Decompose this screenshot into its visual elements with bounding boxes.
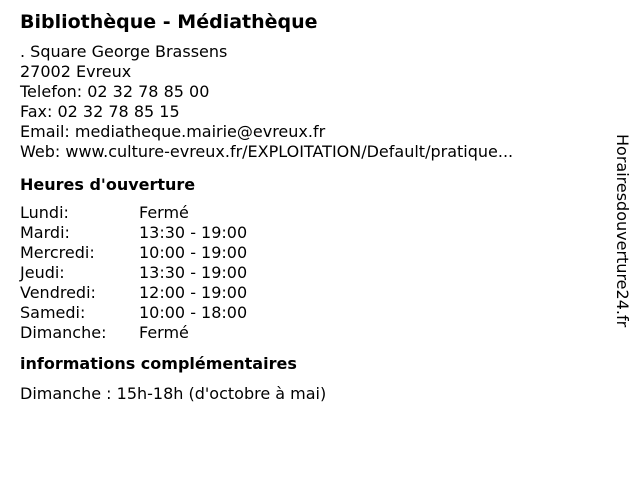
hours-row-sunday xyxy=(20,323,600,343)
hours-row-monday xyxy=(20,203,600,223)
hours-row-wednesday xyxy=(20,243,600,263)
hours-day: Mardi: xyxy=(20,223,70,242)
hours-day: Samedi: xyxy=(20,303,86,322)
hours-row-saturday xyxy=(20,303,600,323)
hours-day: Jeudi: xyxy=(20,263,65,282)
contact-block xyxy=(20,42,600,162)
address-city: 27002 Evreux xyxy=(20,62,132,81)
info-heading: informations complémentaires xyxy=(20,354,297,373)
hours-time: Fermé xyxy=(139,203,189,222)
fax-line: Fax: 02 32 78 85 15 xyxy=(20,102,180,121)
web-line: Web: www.culture-evreux.fr/EXPLOITATION/Default/pratique... xyxy=(20,142,514,161)
hours-table xyxy=(20,203,600,343)
site-watermark: Horairesdouverture24.fr xyxy=(613,134,632,328)
hours-day: Lundi: xyxy=(20,203,69,222)
hours-heading: Heures d'ouverture xyxy=(20,175,196,194)
hours-row-friday xyxy=(20,283,600,303)
hours-day: Vendredi: xyxy=(20,283,96,302)
email-line: Email: mediatheque.mairie@evreux.fr xyxy=(20,122,326,141)
page-title: Bibliothèque - Médiathèque xyxy=(20,11,318,33)
venue-card xyxy=(20,10,600,404)
hours-day: Dimanche: xyxy=(20,323,107,342)
phone-line: Telefon: 02 32 78 85 00 xyxy=(20,82,210,101)
info-text: Dimanche : 15h-18h (d'octobre à mai) xyxy=(20,384,327,403)
hours-time: 10:00 - 19:00 xyxy=(139,243,248,262)
hours-row-thursday xyxy=(20,263,600,283)
hours-time: Fermé xyxy=(139,323,189,342)
hours-time: 10:00 - 18:00 xyxy=(139,303,248,322)
address-street: . Square George Brassens xyxy=(20,42,228,61)
hours-time: 13:30 - 19:00 xyxy=(139,223,248,242)
hours-time: 12:00 - 19:00 xyxy=(139,283,248,302)
hours-day: Mercredi: xyxy=(20,243,95,262)
hours-row-tuesday xyxy=(20,223,600,243)
hours-time: 13:30 - 19:00 xyxy=(139,263,248,282)
